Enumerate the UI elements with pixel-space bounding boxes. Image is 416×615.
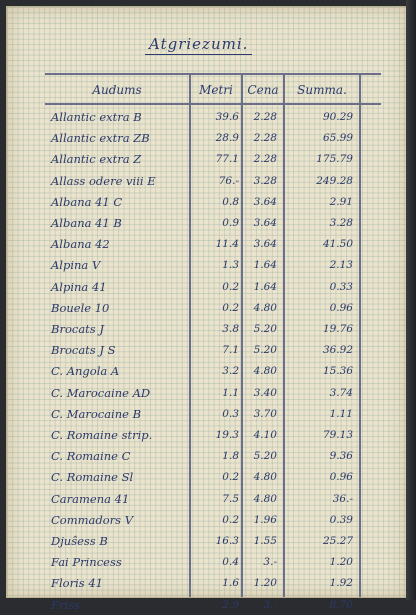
summa-value: 36.- — [332, 492, 353, 505]
table-row — [7, 234, 407, 254]
item-name: Bouele 10 — [51, 300, 110, 315]
summa-value: 79.13 — [322, 429, 353, 441]
summa-value: 0.39 — [329, 513, 353, 526]
cena-value: 3.40 — [253, 386, 277, 399]
cena-value: 4.80 — [253, 492, 277, 505]
summa-value: 0.33 — [329, 280, 353, 293]
header-audums: Audums — [92, 83, 142, 97]
metri-value: 19.3 — [215, 429, 239, 441]
item-name: C. Angola A — [51, 364, 120, 379]
cena-value: 3.64 — [253, 195, 277, 208]
item-name: Allantic extra B — [51, 110, 142, 124]
summa-value: 41.50 — [322, 238, 353, 251]
summa-value: 0.96 — [329, 471, 353, 484]
metri-value: 16.3 — [215, 535, 239, 547]
summa-value: 249.28 — [316, 174, 353, 187]
table-row — [7, 510, 407, 530]
header-cena: Cena — [247, 83, 279, 97]
summa-value: 1.92 — [329, 577, 353, 590]
item-name: Brocats J S — [51, 343, 116, 358]
cena-value: 4.80 — [253, 365, 277, 378]
header-metri: Metri — [199, 83, 233, 97]
summa-value: 3.28 — [329, 217, 353, 229]
cena-value: 2.28 — [253, 132, 277, 145]
metri-value: 77.1 — [215, 153, 239, 166]
summa-value: 9.36 — [329, 450, 353, 463]
item-name: C. Romaine strip. — [51, 428, 153, 442]
cena-value: 2.28 — [253, 153, 277, 166]
metri-value: 0.3 — [222, 407, 239, 420]
metri-value: 11.4 — [215, 238, 239, 251]
item-name: Allass odere viii E — [51, 173, 156, 188]
metri-value: 1.1 — [222, 386, 239, 399]
summa-value: 2.91 — [329, 195, 353, 208]
cena-value: 4.10 — [253, 429, 277, 441]
metri-value: 2.9 — [222, 598, 239, 611]
cena-value: 2.28 — [253, 111, 277, 123]
page-title: Atgriezumi. — [145, 35, 252, 55]
cena-value: 4.80 — [253, 471, 277, 484]
metri-value: 28.9 — [215, 132, 239, 145]
cena-value: 5.20 — [253, 344, 277, 357]
item-name: Djuŝess B — [51, 534, 108, 548]
table-row — [7, 255, 407, 275]
cena-value: 1.64 — [253, 259, 277, 272]
cena-value: 5.20 — [253, 323, 277, 335]
item-name: C. Marocaine B — [51, 406, 142, 421]
header-summa: Summa. — [297, 83, 347, 97]
metri-value: 7.1 — [222, 344, 239, 357]
header-bottom-rule — [45, 103, 381, 105]
cena-value: 4.80 — [253, 301, 277, 314]
cena-value: 1.96 — [253, 513, 277, 526]
item-name: Alpina V — [51, 258, 101, 273]
summa-value: 8.70 — [329, 598, 353, 611]
table-row — [7, 467, 407, 487]
table-row — [7, 149, 407, 169]
summa-value: 19.76 — [322, 323, 353, 335]
summa-value: 175.79 — [316, 153, 353, 166]
metri-value: 0.4 — [222, 556, 239, 569]
cena-value: 5.20 — [253, 450, 277, 463]
table-row — [7, 573, 407, 593]
summa-value: 1.20 — [329, 556, 353, 569]
table-row — [7, 446, 407, 466]
table-row — [7, 298, 407, 318]
cena-value: 3.- — [263, 556, 277, 569]
metri-value: 3.8 — [222, 323, 239, 335]
metri-value: 1.3 — [222, 259, 239, 272]
binding-spine — [406, 0, 416, 600]
summa-value: 90.29 — [322, 111, 353, 123]
table-row — [7, 552, 407, 572]
metri-value: 0.2 — [222, 471, 239, 484]
summa-value: 2.13 — [329, 259, 353, 272]
item-name: Albana 41 C — [51, 194, 123, 209]
table-top-rule — [45, 73, 381, 75]
table-row — [7, 192, 407, 212]
cena-value: 3.28 — [253, 174, 277, 187]
summa-value: 0.96 — [329, 301, 353, 314]
table-row — [7, 595, 407, 615]
metri-value: 0.8 — [222, 195, 239, 208]
cena-value: 1.20 — [253, 577, 277, 590]
table-row — [7, 425, 407, 445]
item-name: Allantic extra Z — [51, 152, 142, 167]
item-name: Caramena 41 — [51, 491, 130, 506]
summa-value: 65.99 — [322, 132, 353, 145]
metri-value: 1.6 — [222, 577, 239, 590]
item-name: Albana 41 B — [51, 216, 122, 230]
metri-value: 7.5 — [222, 492, 239, 505]
cena-value: 1.55 — [253, 535, 277, 547]
cena-value: 3.64 — [253, 238, 277, 251]
item-name: C. Marocaine AD — [51, 385, 151, 400]
table-row — [7, 361, 407, 381]
table-row — [7, 128, 407, 148]
table-row — [7, 319, 407, 339]
metri-value: 0.2 — [222, 513, 239, 526]
item-name: Albana 42 — [51, 237, 110, 252]
item-name: Allantic extra ZB — [51, 131, 150, 146]
ledger-page — [6, 6, 408, 612]
item-name: Brocats J — [51, 322, 104, 336]
item-name: C. Romaine C — [51, 449, 131, 464]
metri-value: 76.- — [218, 174, 239, 187]
summa-value: 1.11 — [329, 407, 353, 420]
item-name: Friss — [51, 597, 80, 612]
table-row — [7, 404, 407, 424]
summa-value: 36.92 — [322, 344, 353, 357]
item-name: Fai Princess — [51, 555, 122, 570]
cena-value: 1.64 — [253, 280, 277, 293]
table-row — [7, 107, 407, 127]
metri-value: 3.2 — [222, 365, 239, 378]
table-row — [7, 340, 407, 360]
summa-value: 25.27 — [322, 535, 353, 547]
metri-value: 0.2 — [222, 280, 239, 293]
table-row — [7, 489, 407, 509]
item-name: Floris 41 — [51, 576, 103, 591]
cena-value: 3.- — [263, 598, 277, 611]
item-name: C. Romaine Sl — [51, 470, 134, 485]
table-row — [7, 383, 407, 403]
table-row — [7, 171, 407, 191]
summa-value: 15.36 — [322, 365, 353, 378]
cena-value: 3.64 — [253, 217, 277, 229]
table-row — [7, 213, 407, 233]
metri-value: 0.9 — [222, 217, 239, 229]
summa-value: 3.74 — [329, 386, 353, 399]
item-name: Commadors V — [51, 512, 134, 527]
item-name: Alpina 41 — [51, 279, 107, 294]
metri-value: 39.6 — [215, 111, 239, 123]
cena-value: 3.70 — [253, 407, 277, 420]
table-row — [7, 531, 407, 551]
table-row — [7, 277, 407, 297]
metri-value: 0.2 — [222, 301, 239, 314]
metri-value: 1.8 — [222, 450, 239, 463]
